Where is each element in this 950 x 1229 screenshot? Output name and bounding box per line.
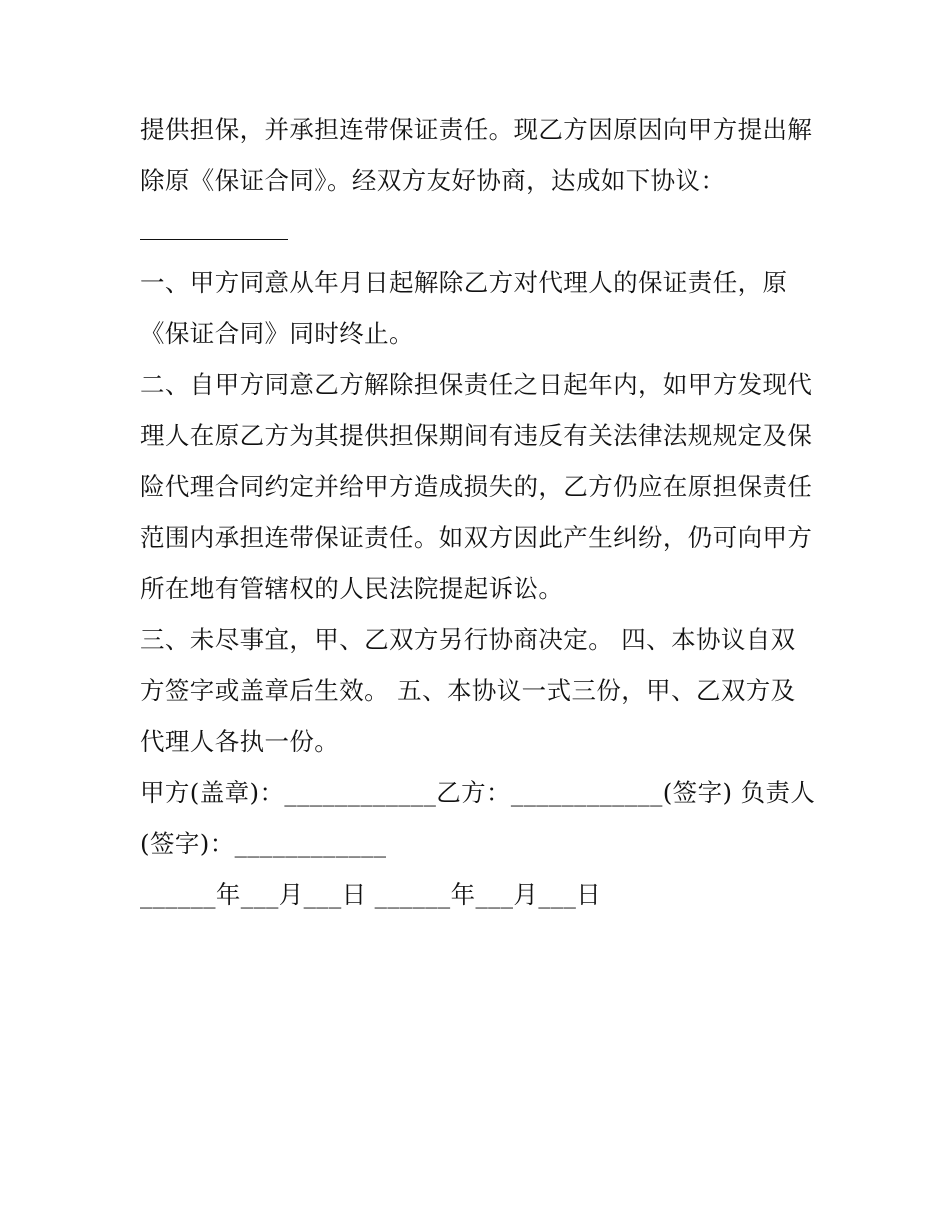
agreement-body (140, 104, 820, 920)
clause-2-line-4: 范围内承担连带保证责任。如双方因此产生纠纷，仍可向甲方 (140, 523, 813, 552)
intro-line-1: 提供担保，并承担连带保证责任。现乙方因原因向甲方提出解 (140, 115, 813, 144)
clause-2-line-1: 二、自甲方同意乙方解除担保责任之日起年内，如甲方发现代 (140, 370, 813, 399)
clause-2-line-5: 所在地有管辖权的人民法院提起诉讼。 (140, 574, 564, 603)
clause-1-line-1: 一、甲方同意从年月日起解除乙方对代理人的保证责任，原 (140, 268, 788, 297)
date-line: ______年___月___日 ______年___月___日 (140, 880, 602, 909)
clause-3-5-line-2: 方签字或盖章后生效。 五、本协议一式三份，甲、乙双方及 (140, 676, 796, 705)
clause-1-line-2: 《保证合同》同时终止。 (140, 319, 414, 348)
blank-rule (140, 213, 288, 240)
blank-rule-line (140, 206, 820, 257)
clause-2-line-2: 理人在原乙方为其提供担保期间有违反有关法律法规规定及保 (140, 421, 813, 450)
intro-line-2: 除原《保证合同》。经双方友好协商，达成如下协议： (140, 166, 726, 195)
signature-line-1: 甲方(盖章)：____________乙方：____________(签字) 负责人 (140, 778, 816, 807)
clause-3-5-line-3: 代理人各执一份。 (140, 727, 340, 756)
clause-3-5-line-1: 三、未尽事宜，甲、乙双方另行协商决定。 四、本协议自双 (140, 625, 796, 654)
clause-2-line-3: 险代理合同约定并给甲方造成损失的，乙方仍应在原担保责任 (140, 472, 813, 501)
signature-line-2: (签字)：____________ (140, 829, 387, 858)
